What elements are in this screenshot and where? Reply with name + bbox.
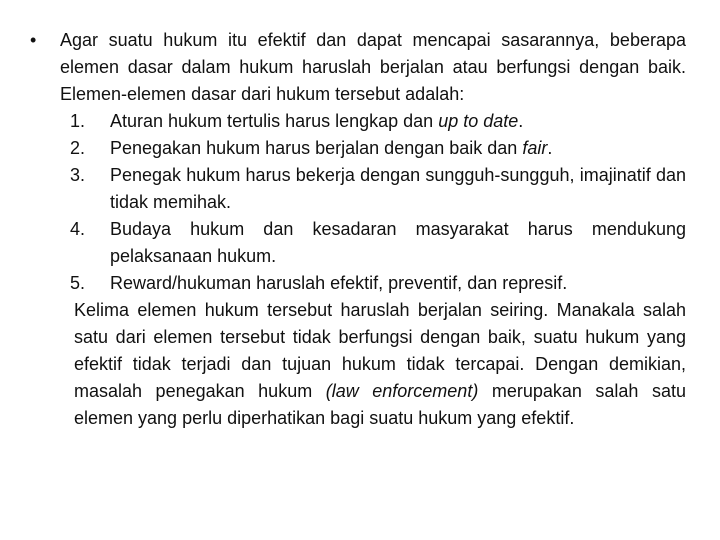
list-item xyxy=(60,270,686,297)
closing-text: Kelima elemen hukum tersebut haruslah berjalan seiring. Manakala salah satu dari elemen tersebut tidak berfungsi dengan baik, suatu hukum yang efektif tidak terjadi dan tujuan hukum tidak tercapai. Dengan demikian, masalah penegakan hukum xyxy=(74,300,686,401)
bullet-block xyxy=(30,27,686,432)
list-item xyxy=(60,135,686,162)
list-item xyxy=(60,216,686,270)
list-emphasis: fair xyxy=(522,138,548,158)
bullet-icon: • xyxy=(30,30,37,50)
list-number: 1. xyxy=(70,111,86,131)
list-item xyxy=(60,108,686,135)
intro-paragraph: Agar suatu hukum itu efektif dan dapat mencapai sasarannya, beberapa elemen dasar dalam hukum haruslah berjalan atau berfungsi dengan baik. Elemen-elemen dasar dari hukum tersebut adalah: xyxy=(60,30,686,104)
list-number: 5. xyxy=(70,273,86,293)
list-number: 4. xyxy=(70,219,86,239)
closing-paragraph xyxy=(74,297,686,432)
closing-text-end: merupakan salah satu elemen yang perlu diperhatikan bagi suatu hukum yang efektif. xyxy=(74,381,686,428)
list-text: Budaya hukum dan kesadaran masyarakat harus mendukung pelaksanaan hukum. xyxy=(110,219,686,266)
list-number: 3. xyxy=(70,165,86,185)
list-text: Aturan hukum tertulis harus lengkap dan xyxy=(110,111,439,131)
list-item xyxy=(60,162,686,216)
closing-emphasis: (law enforcement) xyxy=(325,381,479,401)
list-text-end: . xyxy=(547,138,553,158)
list-text: Reward/hukuman haruslah efektif, preventif, dan represif. xyxy=(110,273,568,293)
list-text: Penegak hukum harus bekerja dengan sungguh-sungguh, imajinatif dan tidak memihak. xyxy=(110,165,686,212)
list-number: 2. xyxy=(70,138,86,158)
list-emphasis: up to date xyxy=(438,111,519,131)
list-text: Penegakan hukum harus berjalan dengan baik dan xyxy=(110,138,523,158)
elements-list xyxy=(60,108,686,297)
list-text-end: . xyxy=(518,111,524,131)
